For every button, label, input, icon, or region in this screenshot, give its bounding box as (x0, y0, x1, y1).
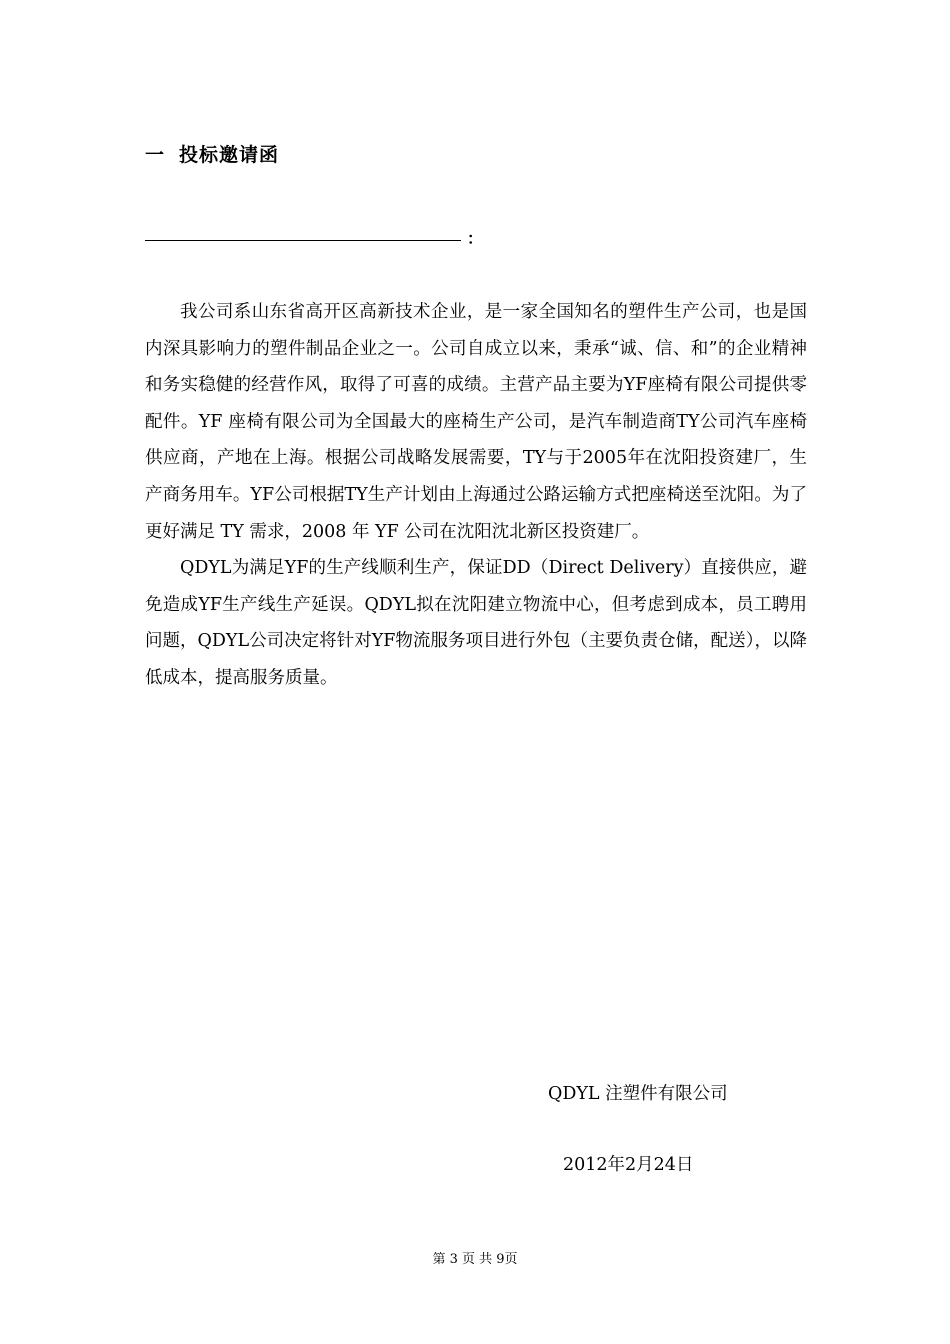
letter-body (145, 294, 807, 697)
signature-company: QDYL 注塑件有限公司 (548, 1084, 728, 1104)
page-footer: 第 3 页 共 9页 (432, 1252, 518, 1267)
section-heading (145, 140, 279, 167)
body-paragraph-1: 我公司系山东省高开区高新技术企业，是一家全国知名的塑件生产公司，也是国内深具影响力的塑件制品企业之一。公司自成立以来，秉承“诚、信、和”的企业精神和务实稳健的经营作风，取得了可喜的成绩。主营产品主要为YF座椅有限公司提供零配件。YF 座椅有限公司为全国最大的座椅生产公司，是汽车制造商TY公司汽车座椅供应商，产地在上海。根据公司战略发展需要，TY与于2005年在沈阳投资建厂，生产商务用车。YF公司根据TY生产计划由上海通过公路运输方式把座椅送至沈阳。为了更好满足 TY 需求，2008 年 YF 公司在沈阳沈北新区投资建厂。 (145, 302, 807, 542)
salutation-colon: ： (467, 229, 484, 248)
recipient-blank-line (145, 240, 461, 241)
signature-date: 2012年2月24日 (563, 1155, 694, 1175)
body-paragraph-2: QDYL为满足YF的生产线顺利生产，保证DD（Direct Delivery）直接供应，避免造成YF生产线生产延误。QDYL拟在沈阳建立物流中心，但考虑到成本，员工聘用问题，QDYL公司决定将针对YF物流服务项目进行外包（主要负责仓储，配送），以降低成本，提高服务质量。 (145, 558, 807, 688)
salutation-line (145, 226, 505, 246)
section-number: 一 (145, 144, 166, 166)
section-title: 投标邀请函 (179, 144, 280, 166)
